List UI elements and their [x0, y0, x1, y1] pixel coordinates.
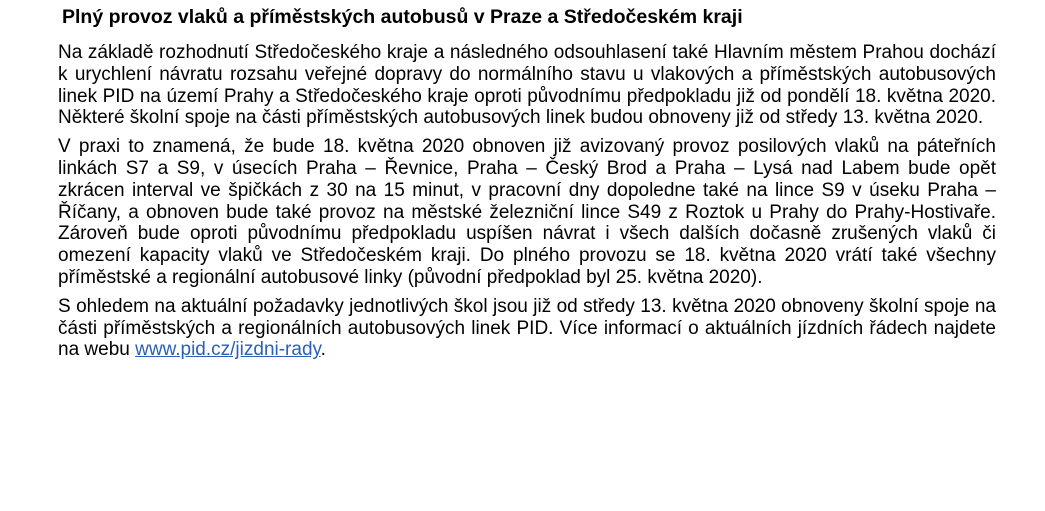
article-body [58, 42, 996, 361]
paragraph-3 [58, 296, 996, 361]
paragraph-3-text: S ohledem na aktuální požadavky jednotlivých škol jsou již od středy 13. května 2020 obnoveny školní spoje na části příměstských a regionálních autobusových linek PID. Více informací o aktuálních jízdních řádech najdete na webu [58, 295, 996, 361]
article [58, 4, 996, 368]
article-title: Plný provoz vlaků a příměstských autobusů v Praze a Středočeském kraji [62, 6, 743, 28]
paragraph-2-text: V praxi to znamená, že bude 18. května 2020 obnoven již avizovaný provoz posilových vlaků na páteřních linkách S7 a S9, v úsecích Praha – Řevnice, Praha – Český Brod a Praha – Lysá nad Labem bude opět zkrácen interval ve špičkách z 30 na 15 minut, v pracovní dny dopoledne také na lince S9 v úseku Praha – Říčany, a obnoven bude také provoz na městské železniční lince S49 z Roztok u Prahy do Prahy-Hostivaře. Zároveň bude oproti původnímu předpokladu uspíšen návrat i všech dalších dočasně zrušených vlaků či omezení kapacity vlaků ve Středočeském kraji. Do plného provozu se 18. května 2020 vrátí také všechny příměstské a regionální autobusové linky (původní předpoklad byl 25. května 2020). [58, 136, 996, 288]
paragraph-2 [58, 136, 996, 289]
jizdni-rady-link[interactable]: www.pid.cz/jizdni-rady [135, 339, 321, 361]
paragraph-3-end: . [320, 339, 326, 361]
paragraph-1 [58, 42, 996, 129]
paragraph-1-text: Na základě rozhodnutí Středočeského kraje a následného odsouhlasení také Hlavním městem Prahou dochází k urychlení návratu rozsahu veřejné dopravy do normálního stavu u vlakových a příměstských autobusových linek PID na území Prahy a Středočeského kraje oproti původnímu předpokladu již od pondělí 18. května 2020. Některé školní spoje na části příměstských autobusových linek budou obnoveny již od středy 13. května 2020. [58, 42, 996, 129]
